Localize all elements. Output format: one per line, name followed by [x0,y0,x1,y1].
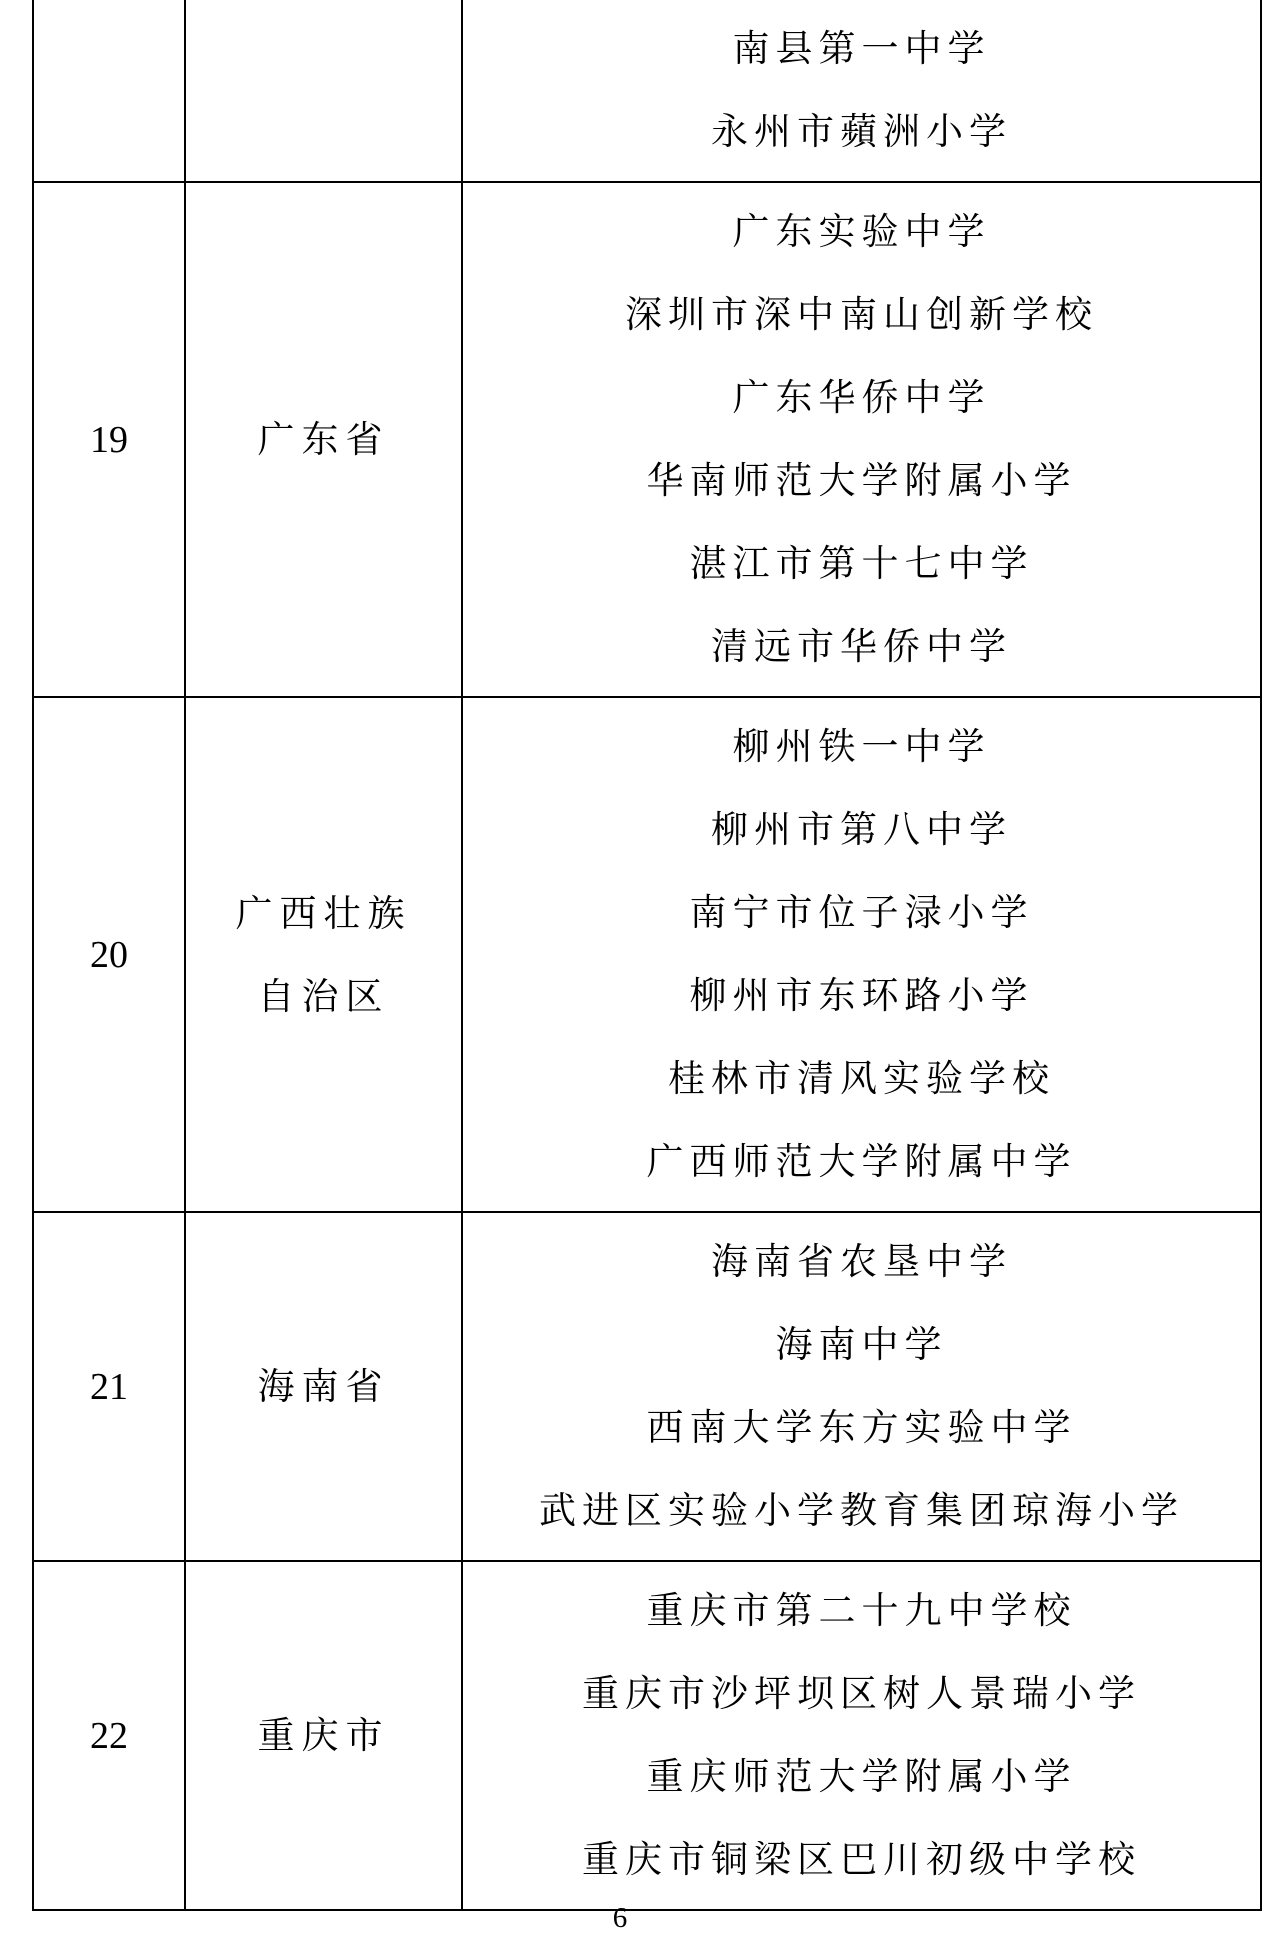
table-row [33,1212,1261,1561]
school-name: 柳州市第八中学 [711,808,1012,851]
row-number-cell [33,182,185,697]
row-number-cell [33,697,185,1212]
province-cell [185,1561,462,1910]
school-name: 南宁市位子渌小学 [689,891,1034,934]
school-name: 柳州铁一中学 [732,725,991,768]
school-name: 南县第一中学 [732,27,991,70]
school-list-cell [462,1561,1261,1910]
page-number: 6 [612,1902,628,1934]
school-name: 重庆市沙坪坝区树人景瑞小学 [582,1672,1141,1715]
school-name: 深圳市深中南山创新学校 [625,293,1098,336]
school-name: 海南中学 [775,1323,948,1366]
school-list [463,1562,1260,1909]
province-name: 自治区 [257,974,390,1018]
school-table [32,0,1262,1911]
school-list-cell [462,0,1261,182]
table-row [33,697,1261,1212]
row-number: 22 [90,1714,128,1757]
province-cell [185,1212,462,1561]
province-name: 海南省 [257,1365,390,1408]
school-list [463,183,1260,696]
school-name: 海南省农垦中学 [711,1240,1012,1283]
school-name: 广东华侨中学 [732,376,991,419]
school-name: 重庆市铜梁区巴川初级中学校 [582,1838,1141,1881]
school-name: 柳州市东环路小学 [689,974,1034,1017]
school-name: 广西师范大学附属中学 [646,1140,1077,1183]
table-row [33,1561,1261,1910]
row-number: 19 [90,418,128,461]
school-name: 华南师范大学附属小学 [646,459,1077,502]
province-cell [185,697,462,1212]
school-name: 湛江市第十七中学 [689,542,1034,585]
row-number: 21 [90,1365,128,1408]
province-name: 广东省 [257,418,390,461]
school-name: 重庆师范大学附属小学 [646,1755,1077,1798]
school-list [463,0,1260,181]
school-name: 清远市华侨中学 [711,625,1012,668]
province-cell [185,182,462,697]
school-list-cell [462,1212,1261,1561]
school-name: 广东实验中学 [732,210,991,253]
school-table-body [33,0,1261,1910]
school-name: 西南大学东方实验中学 [646,1406,1077,1449]
row-number-cell [33,1212,185,1561]
school-name: 桂林市清风实验学校 [668,1057,1055,1100]
table-row [33,182,1261,697]
table-row [33,0,1261,182]
row-number: 20 [90,933,128,976]
province-name: 广西壮族 [235,891,412,935]
row-number-cell [33,0,185,182]
province-cell [185,0,462,182]
school-name: 永州市蘋洲小学 [711,110,1012,153]
school-list [463,1213,1260,1560]
school-name: 重庆市第二十九中学校 [646,1589,1077,1632]
school-list [463,698,1260,1211]
school-name: 武进区实验小学教育集团琼海小学 [539,1489,1184,1532]
school-list-cell [462,182,1261,697]
province-name: 重庆市 [257,1714,390,1757]
row-number-cell [33,1561,185,1910]
school-list-cell [462,697,1261,1212]
